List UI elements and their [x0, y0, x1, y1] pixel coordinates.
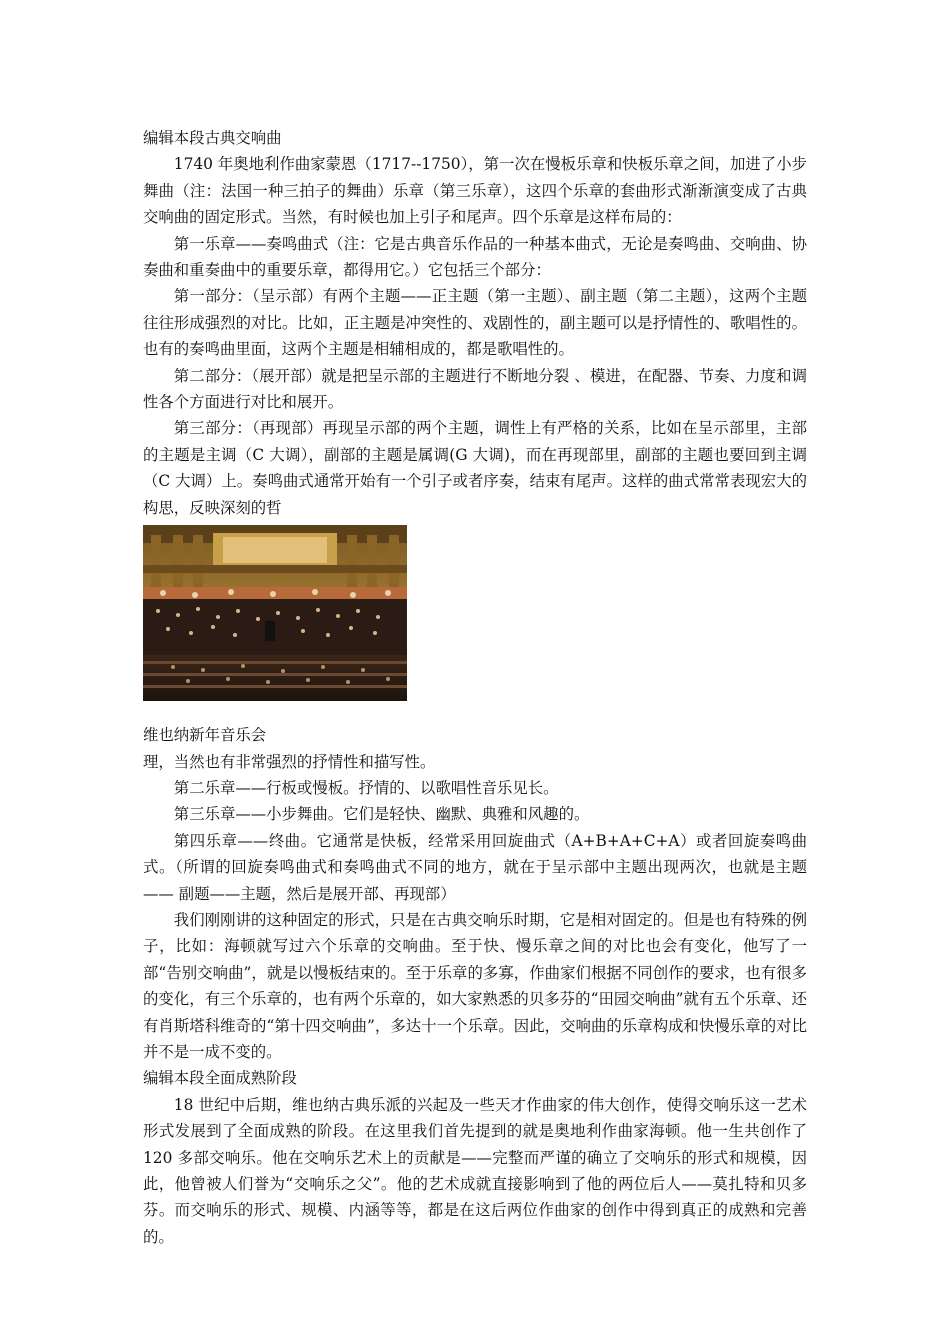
section-heading-classical: 编辑本段古典交响曲 — [143, 129, 282, 147]
paragraph: 第四乐章——终曲。它通常是快板，经常采用回旋曲式（A+B+A+C+A）或者回旋奏鸣曲式。（所谓的回旋奏鸣曲式和奏鸣曲式不同的地方，就在于呈示部中主题出现两次，也就是主题 —— 副题——主题，然后是展开部、再现部） — [143, 831, 807, 903]
section-heading-mature: 编辑本段全面成熟阶段 — [143, 1069, 297, 1088]
concert-hall-photo — [143, 525, 407, 701]
paragraph: 第一部分：（呈示部）有两个主题——正主题（第一主题）、副主题（第二主题），这两个主题往往形成强烈的对比。比如，正主题是冲突性的、戏剧性的，副主题可以是抒情性的、歌唱性的。也有的奏鸣曲里面，这两个主题是相辅相成的，都是歌唱性的。 — [143, 287, 807, 359]
paragraph: 第三部分：（再现部）再现呈示部的两个主题，调性上有严格的关系，比如在呈示部里，主部的主题是主调（C 大调），副部的主题是属调(G 大调)，而在再现部里，副部的主题也要回到主调（C 大调）上。奏鸣曲式通常开始有一个引子或者序奏，结束有尾声。这样的曲式常常表现宏大的构思，反映深刻的哲 — [143, 419, 807, 517]
paragraph: 理，当然也有非常强烈的抒情性和描写性。 — [143, 752, 436, 771]
photo-caption: 维也纳新年音乐会 — [143, 726, 267, 745]
paragraph: 我们刚刚讲的这种固定的形式，只是在古典交响乐时期，它是相对固定的。但是也有特殊的例子，比如：海顿就写过六个乐章的交响曲。至于快、慢乐章之间的对比也会有变化，他写了一部“告别交响曲”，就是以慢板结束的。至于乐章的多寡，作曲家们根据不同创作的要求，也有很多的变化，有三个乐章的，也有两个乐章的，如大家熟悉的贝多芬的“田园交响曲”就有五个乐章、还有肖斯塔科维奇的“第十四交响曲”，多达十一个乐章。因此，交响曲的乐章构成和快慢乐章的对比并不是一成不变的。 — [143, 910, 807, 1061]
paragraph: 1740 年奥地利作曲家蒙恩（1717--1750），第一次在慢板乐章和快板乐章之间，加进了小步舞曲（注：法国一种三拍子的舞曲）乐章（第三乐章），这四个乐章的套曲形式渐渐演变成了古典交响曲的固定形式。当然，有时候也加上引子和尾声。四个乐章是这样布局的： — [143, 155, 807, 227]
paragraph: 第一乐章——奏鸣曲式（注：它是古典音乐作品的一种基本曲式，无论是奏鸣曲、交响曲、协奏曲和重奏曲中的重要乐章，都得用它。）它包括三个部分： — [143, 234, 807, 280]
paragraph: 第二乐章——行板或慢板。抒情的、以歌唱性音乐见长。 — [173, 778, 559, 797]
paragraph: 第二部分：（展开部）就是把呈示部的主题进行不断地分裂 、模进，在配器、节奏、力度和调性各个方面进行对比和展开。 — [143, 366, 807, 412]
paragraph: 18 世纪中后期，维也纳古典乐派的兴起及一些天才作曲家的伟大创作，使得交响乐这一艺术形式发展到了全面成熟的阶段。在这里我们首先提到的就是奥地利作曲家海顿。他一生共创作了 120 多部交响乐。他在交响乐艺术上的贡献是——完整而严谨的确立了交响乐的形式和规模，因此，他曾被人们誉为“交响乐之父”。他的艺术成就直接影响到了他的两位后人——莫扎特和贝多芬。而交响乐的形式、规模、内涵等等，都是在这后两位作曲家的创作中得到真正的成熟和完善的。 — [143, 1095, 807, 1246]
paragraph: 第三乐章——小步舞曲。它们是轻快、幽默、典雅和风趣的。 — [173, 805, 590, 824]
document-body — [143, 125, 807, 1250]
